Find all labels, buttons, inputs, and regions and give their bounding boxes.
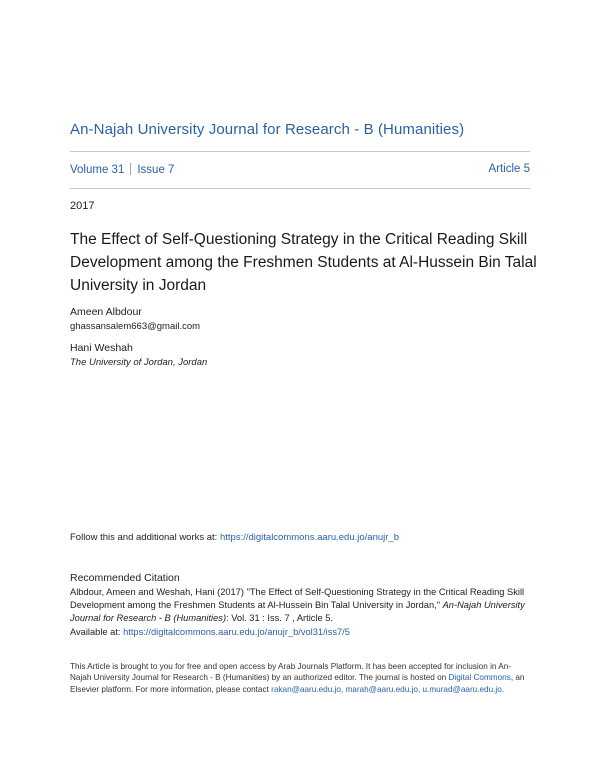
citation-text xyxy=(70,586,532,639)
available-label: Available at: xyxy=(70,626,124,637)
footer-text: , an Elsevier platform. For more information, please contact xyxy=(70,673,525,694)
recommended-citation-label: Recommended Citation xyxy=(70,572,180,584)
article-url-link[interactable]: https://digitalcommons.aaru.edu.jo/anujr_b/vol31/iss7/5 xyxy=(123,626,350,637)
digital-commons-link[interactable]: Digital Commons xyxy=(448,673,511,683)
author-name: Ameen Albdour xyxy=(70,306,142,318)
issue-divider xyxy=(70,188,530,189)
collection-link[interactable]: https://digitalcommons.aaru.edu.jo/anujr_b xyxy=(219,532,399,543)
follow-text: Follow this and additional works at: xyxy=(70,532,220,543)
volume-link[interactable]: Volume 31 xyxy=(70,164,125,176)
journal-title-link[interactable]: An-Najah University Journal for Research - B (Humanities) xyxy=(70,121,465,138)
author-name: Hani Weshah xyxy=(70,342,133,354)
issue-line xyxy=(70,163,530,176)
top-divider xyxy=(70,151,530,152)
follow-line xyxy=(70,532,399,543)
issue-link[interactable]: Issue 7 xyxy=(137,164,175,176)
access-footer xyxy=(70,661,532,695)
article-title: The Effect of Self-Questioning Strategy in the Critical Reading Skill Development among the Freshmen Students at Al-Hussein Bin Talal University in Jordan xyxy=(70,231,537,294)
citation-journal: An-Najah University Journal for Research - B (Humanities) xyxy=(70,600,525,624)
issue-separator xyxy=(130,163,131,175)
footer-text: . xyxy=(501,684,505,694)
citation-volume: : Vol. 31 : Iss. 7 , Article 5. xyxy=(226,613,334,624)
citation-body: Albdour, Ameen and Weshah, Hani (2017) "The Effect of Self-Questioning Strategy in the Critical Reading Skill Development among the Freshmen Students at Al-Hussein Bin Talal University in Jordan," xyxy=(70,587,525,611)
author-affiliation: The University of Jordan, Jordan xyxy=(70,357,208,368)
author-email: ghassansalem663@gmail.com xyxy=(70,321,201,332)
article-number-link[interactable]: Article 5 xyxy=(488,163,530,175)
footer-text: This Article is brought to you for free and open access by Arab Journals Platform. It has been accepted for inclusion in An-Najah University Journal for Research - B (Humanities) by an authorized editor. The journal is hosted on xyxy=(70,662,511,683)
publication-year: 2017 xyxy=(70,200,95,212)
contact-email-links[interactable]: rakan@aaru.edu.jo, marah@aaru.edu.jo, u.murad@aaru.edu.jo xyxy=(271,684,502,694)
